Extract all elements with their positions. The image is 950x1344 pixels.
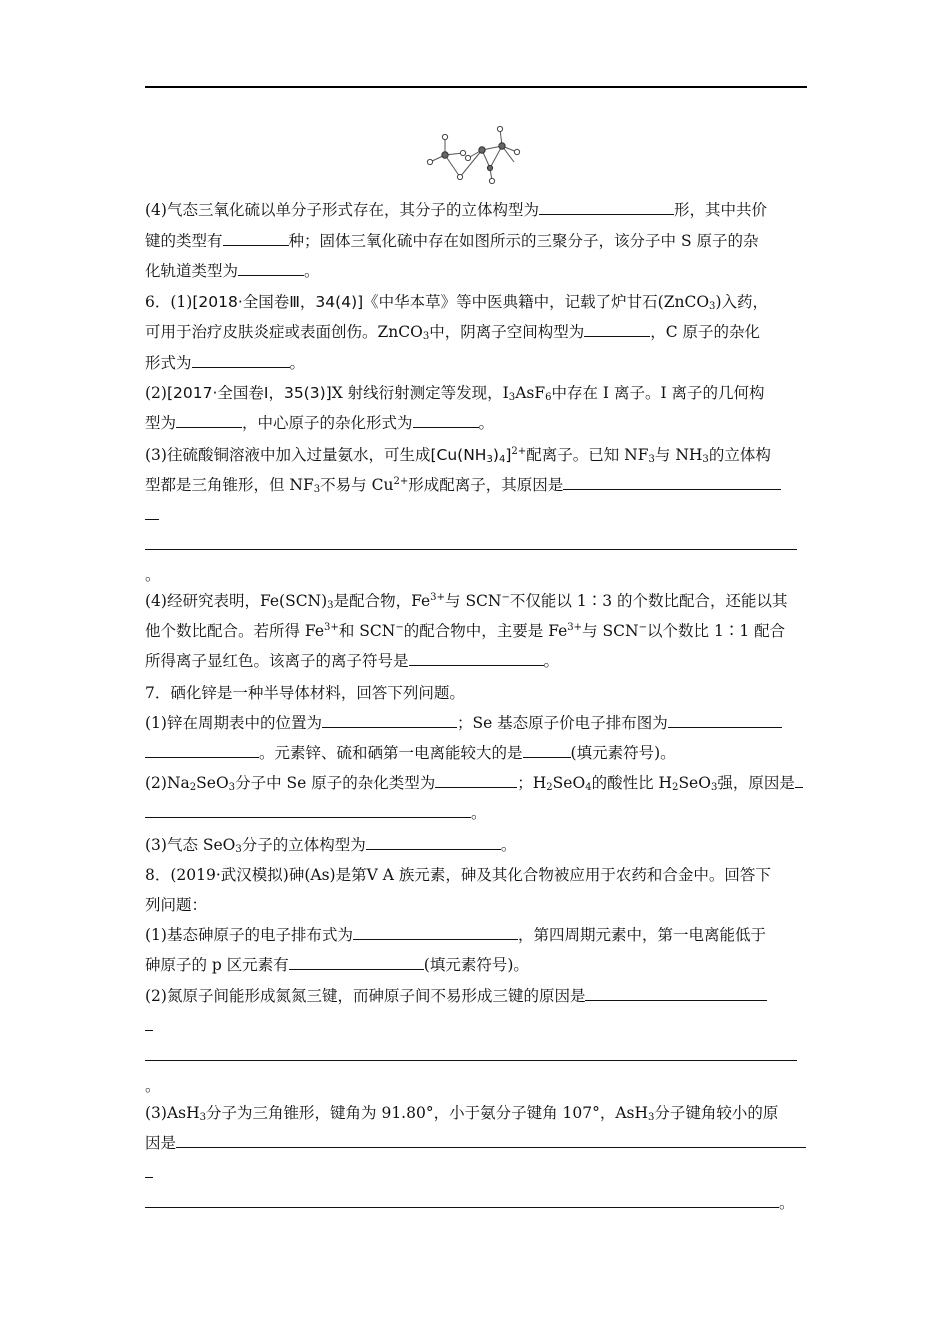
q7-line1: (1)锌在周期表中的位置为 ；Se 基态原子价电子排布图为 bbox=[145, 708, 810, 738]
q6-4-line3: 所得离子显红色。该离子的离子符号是 。 bbox=[145, 652, 560, 670]
q8-2-line3 bbox=[145, 1041, 810, 1071]
q6-line2: 可用于治疗皮肤炎症或表面创伤。ZnCO$_3$中，阴离子空间构型为 ，C 原子的杂化 bbox=[145, 323, 761, 342]
q5-4-line3: 化轨道类型为 。 bbox=[145, 262, 320, 280]
q6-2-line2: 型为 ，中心原子的杂化形式为 。 bbox=[145, 414, 495, 432]
answer-blank[interactable] bbox=[176, 426, 242, 428]
q7-line2: 。元素锌、硫和硒第一电离能较大的是 (填元素符号)。 bbox=[145, 738, 810, 768]
q7-line4: 。 bbox=[145, 798, 810, 828]
q6-3-line1: (3)往硫酸铜溶液中加入过量氨水，可生成$[Cu(NH_3)_4]^{2+}$配离子。已知 $NF_3$与 $NH_3$的立体构 bbox=[145, 445, 771, 465]
q8-2-line4: 。 bbox=[145, 1077, 161, 1095]
answer-blank[interactable] bbox=[238, 274, 304, 276]
answer-blank[interactable] bbox=[145, 1059, 797, 1061]
q7-line5: (3)气态 SeO$_3$分子的立体构型为 。 bbox=[145, 836, 517, 855]
q6-2-line1: (2)[2017·全国卷Ⅰ，35(3)]X 射线衍射测定等发现，$I_3AsF_6$中存在 I 离子。I 离子的几何构 bbox=[145, 384, 765, 403]
q6-3-line2: 型都是三角锥形，但 $NF_3$不易与 $Cu^{2+}$形成配离子，其原因是 bbox=[145, 470, 810, 500]
answer-blank[interactable] bbox=[523, 756, 571, 758]
q8-line2: 砷原子的 p 区元素有 (填元素符号)。 bbox=[145, 956, 529, 974]
q6-line3: 形式为 。 bbox=[145, 354, 306, 372]
so3-trimer-figure bbox=[420, 120, 530, 190]
q6-3-line5: 。 bbox=[145, 566, 161, 584]
q5-4-line1: (4)气态三氧化硫以单分子形式存在，其分子的立体构型为 形，其中共价 bbox=[145, 201, 767, 219]
answer-blank[interactable] bbox=[409, 664, 544, 666]
answer-blank[interactable] bbox=[413, 426, 479, 428]
q6-3-line4 bbox=[145, 530, 810, 560]
answer-blank[interactable] bbox=[353, 938, 518, 940]
q8-2-line1: (2)氮原子间能形成氮氮三键，而砷原子间不易形成三键的原因是 bbox=[145, 981, 810, 1011]
answer-blank[interactable] bbox=[145, 1176, 153, 1178]
answer-blank[interactable] bbox=[668, 726, 782, 728]
q6-4-line1: (4)经研究表明，$Fe(SCN)_3$是配合物，$Fe^{3+}$与 SCN−不仅能以 1∶3 的个数比配合，还能以其 bbox=[145, 591, 788, 611]
q7-title: 7．硒化锌是一种半导体材料，回答下列问题。 bbox=[145, 684, 465, 702]
q8-3-line1: (3)AsH$_3$分子为三角锥形，键角为 91.80°，小于氨分子键角 107°，AsH$_3$分子键角较小的原 bbox=[145, 1104, 779, 1123]
q6-3-line3 bbox=[145, 500, 810, 530]
answer-blank[interactable] bbox=[585, 999, 767, 1001]
answer-blank[interactable] bbox=[145, 548, 797, 550]
answer-blank[interactable] bbox=[145, 1029, 153, 1031]
header-rule bbox=[145, 86, 807, 88]
answer-blank[interactable] bbox=[539, 213, 674, 215]
answer-blank[interactable] bbox=[145, 518, 159, 520]
q8-3-line3 bbox=[145, 1158, 810, 1188]
answer-blank[interactable] bbox=[145, 1206, 779, 1208]
q8-title-line2: 列问题： bbox=[145, 896, 208, 914]
answer-blank[interactable] bbox=[322, 726, 457, 728]
answer-blank[interactable] bbox=[366, 848, 501, 850]
q8-title: 8．(2019·武汉模拟)砷(As)是第Ⅴ A 族元素，砷及其化合物被应用于农药和合金中。回答下 bbox=[145, 866, 771, 884]
q8-line1: (1)基态砷原子的电子排布式为 ，第四周期元素中，第一电离能低于 bbox=[145, 926, 766, 944]
answer-blank[interactable] bbox=[192, 366, 290, 368]
answer-blank[interactable] bbox=[563, 488, 781, 490]
answer-blank[interactable] bbox=[289, 968, 424, 970]
q6-line1: 6．(1)[2018·全国卷Ⅲ，34(4)]《中华本草》等中医典籍中，记载了炉甘石(ZnCO$_3$)入药， bbox=[145, 293, 769, 312]
q8-3-line4: 。 bbox=[145, 1188, 810, 1218]
answer-blank[interactable] bbox=[145, 816, 471, 818]
answer-blank[interactable] bbox=[435, 786, 517, 788]
answer-blank[interactable] bbox=[795, 786, 803, 788]
answer-blank[interactable] bbox=[584, 335, 650, 337]
answer-blank[interactable] bbox=[176, 1146, 806, 1148]
q8-3-line2: 因是 bbox=[145, 1128, 810, 1158]
answer-blank[interactable] bbox=[145, 756, 259, 758]
answer-blank[interactable] bbox=[223, 244, 289, 246]
q6-4-line2: 他个数比配合。若所得 $Fe^{3+}$和 SCN−的配合物中，主要是 $Fe^{3+}$与 SCN−以个数比 1∶1 配合 bbox=[145, 621, 786, 640]
q5-4-line2: 键的类型有 种；固体三氧化硫中存在如图所示的三聚分子，该分子中 S 原子的杂 bbox=[145, 232, 759, 250]
q7-line3: $(2)Na_2SeO_3$分子中 Se 原子的杂化类型为 ；$H_2SeO_4$的酸性比 $H_2SeO_3$强，原因是 bbox=[145, 768, 810, 798]
q8-2-line2 bbox=[145, 1011, 810, 1041]
